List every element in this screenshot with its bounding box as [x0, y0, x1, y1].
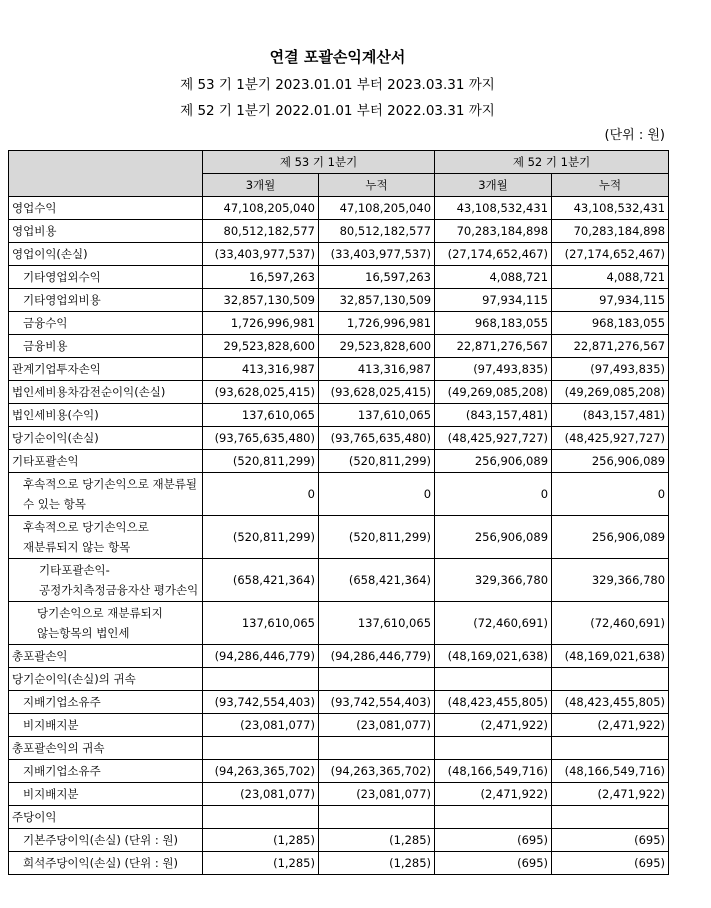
table-row	[9, 714, 669, 737]
table-row	[9, 473, 669, 516]
value-prior-3m: (48,425,927,727)	[435, 427, 552, 450]
value-current-cumulative: 413,316,987	[319, 358, 435, 381]
value-current-3m: (520,811,299)	[203, 516, 319, 559]
value-current-3m: (1,285)	[203, 829, 319, 852]
value-current-3m: (33,403,977,537)	[203, 243, 319, 266]
value-prior-cumulative: 70,283,184,898	[552, 220, 669, 243]
value-prior-3m	[435, 668, 552, 691]
table-row	[9, 358, 669, 381]
value-current-cumulative: 0	[319, 473, 435, 516]
value-prior-3m	[435, 806, 552, 829]
value-current-cumulative: 47,108,205,040	[319, 197, 435, 220]
value-prior-3m: 0	[435, 473, 552, 516]
table-row	[9, 516, 669, 559]
value-current-cumulative: (658,421,364)	[319, 559, 435, 602]
table-row	[9, 312, 669, 335]
value-prior-3m: 22,871,276,567	[435, 335, 552, 358]
table-row	[9, 737, 669, 760]
table-row	[9, 852, 669, 875]
value-prior-3m: 968,183,055	[435, 312, 552, 335]
table-row	[9, 806, 669, 829]
value-prior-3m: (27,174,652,467)	[435, 243, 552, 266]
value-prior-cumulative: (2,471,922)	[552, 783, 669, 806]
value-current-cumulative: (94,286,446,779)	[319, 645, 435, 668]
row-label: 금융비용	[9, 335, 203, 358]
value-prior-3m	[435, 737, 552, 760]
value-current-3m: (94,286,446,779)	[203, 645, 319, 668]
value-current-3m: (658,421,364)	[203, 559, 319, 602]
value-prior-3m: (695)	[435, 829, 552, 852]
value-prior-3m: 256,906,089	[435, 516, 552, 559]
value-current-cumulative: (93,742,554,403)	[319, 691, 435, 714]
value-prior-3m: (2,471,922)	[435, 714, 552, 737]
table-row	[9, 829, 669, 852]
row-label: 총포괄손익의 귀속	[9, 737, 203, 760]
value-current-cumulative: (1,285)	[319, 852, 435, 875]
table-row	[9, 668, 669, 691]
value-current-cumulative: 1,726,996,981	[319, 312, 435, 335]
row-label: 당기순이익(손실)의 귀속	[9, 668, 203, 691]
value-prior-3m: (97,493,835)	[435, 358, 552, 381]
table-row	[9, 602, 669, 645]
unit-label: (단위 : 원)	[604, 128, 665, 143]
period-current: 제 53 기 1분기 2023.01.01 부터 2023.03.31 까지	[180, 77, 495, 93]
value-current-cumulative: (520,811,299)	[319, 450, 435, 473]
row-label: 주당이익	[9, 806, 203, 829]
value-current-3m: 0	[203, 473, 319, 516]
value-prior-cumulative: (48,166,549,716)	[552, 760, 669, 783]
value-prior-3m: (72,460,691)	[435, 602, 552, 645]
value-current-cumulative: (1,285)	[319, 829, 435, 852]
value-prior-cumulative: 329,366,780	[552, 559, 669, 602]
value-current-3m: (93,628,025,415)	[203, 381, 319, 404]
value-current-cumulative: (94,263,365,702)	[319, 760, 435, 783]
table-row	[9, 381, 669, 404]
value-prior-3m: (843,157,481)	[435, 404, 552, 427]
value-prior-3m: 43,108,532,431	[435, 197, 552, 220]
table-row	[9, 289, 669, 312]
income-statement-table	[8, 150, 669, 875]
value-current-3m: 413,316,987	[203, 358, 319, 381]
value-current-cumulative	[319, 737, 435, 760]
value-prior-cumulative: 4,088,721	[552, 266, 669, 289]
value-current-cumulative: (520,811,299)	[319, 516, 435, 559]
value-current-3m	[203, 806, 319, 829]
value-current-cumulative: 16,597,263	[319, 266, 435, 289]
row-label: 영업수익	[9, 197, 203, 220]
row-label: 후속적으로 당기손익으로 재분류될 수 있는 항목	[9, 473, 203, 516]
value-current-cumulative: 32,857,130,509	[319, 289, 435, 312]
row-label: 당기순이익(손실)	[9, 427, 203, 450]
value-prior-cumulative: (843,157,481)	[552, 404, 669, 427]
statement-title: 연결 포괄손익계산서	[269, 48, 406, 66]
value-current-3m: 47,108,205,040	[203, 197, 319, 220]
header-label-cell	[9, 151, 203, 197]
value-current-cumulative: (93,765,635,480)	[319, 427, 435, 450]
value-prior-3m: (2,471,922)	[435, 783, 552, 806]
value-prior-3m: (48,423,455,805)	[435, 691, 552, 714]
value-prior-cumulative	[552, 737, 669, 760]
row-label: 비지배지분	[9, 714, 203, 737]
table-row	[9, 783, 669, 806]
row-label: 당기손익으로 재분류되지 않는항목의 법인세	[9, 602, 203, 645]
table-row	[9, 197, 669, 220]
value-prior-3m: (695)	[435, 852, 552, 875]
table-row	[9, 450, 669, 473]
value-prior-cumulative: (49,269,085,208)	[552, 381, 669, 404]
table-row	[9, 243, 669, 266]
value-prior-cumulative: (48,423,455,805)	[552, 691, 669, 714]
value-prior-3m: 329,366,780	[435, 559, 552, 602]
value-current-3m: 137,610,065	[203, 602, 319, 645]
value-current-3m: (520,811,299)	[203, 450, 319, 473]
value-current-3m: 32,857,130,509	[203, 289, 319, 312]
value-prior-cumulative: 97,934,115	[552, 289, 669, 312]
value-current-cumulative	[319, 806, 435, 829]
header-prior-3m: 3개월	[435, 174, 552, 197]
header-period-prior: 제 52 기 1분기	[435, 151, 669, 174]
header-period-current: 제 53 기 1분기	[203, 151, 435, 174]
value-current-3m: (93,765,635,480)	[203, 427, 319, 450]
value-prior-cumulative: 968,183,055	[552, 312, 669, 335]
table-row	[9, 760, 669, 783]
header-current-cumulative: 누적	[319, 174, 435, 197]
value-current-3m	[203, 668, 319, 691]
period-prior: 제 52 기 1분기 2022.01.01 부터 2022.03.31 까지	[180, 103, 495, 119]
value-current-cumulative: 29,523,828,600	[319, 335, 435, 358]
value-prior-cumulative: (695)	[552, 852, 669, 875]
value-prior-cumulative: (2,471,922)	[552, 714, 669, 737]
value-prior-3m: (48,166,549,716)	[435, 760, 552, 783]
value-current-cumulative	[319, 668, 435, 691]
header-current-3m: 3개월	[203, 174, 319, 197]
table-row	[9, 404, 669, 427]
value-prior-3m: 97,934,115	[435, 289, 552, 312]
row-label: 희석주당이익(손실) (단위 : 원)	[9, 852, 203, 875]
header-prior-cumulative: 누적	[552, 174, 669, 197]
value-current-3m: 16,597,263	[203, 266, 319, 289]
row-label: 지배기업소유주	[9, 691, 203, 714]
value-prior-3m: (49,269,085,208)	[435, 381, 552, 404]
value-prior-3m: (48,169,021,638)	[435, 645, 552, 668]
value-current-3m: 1,726,996,981	[203, 312, 319, 335]
value-current-3m: 29,523,828,600	[203, 335, 319, 358]
value-current-cumulative: (23,081,077)	[319, 714, 435, 737]
row-label: 영업이익(손실)	[9, 243, 203, 266]
value-current-cumulative: (33,403,977,537)	[319, 243, 435, 266]
value-current-3m: (94,263,365,702)	[203, 760, 319, 783]
row-label: 법인세비용(수익)	[9, 404, 203, 427]
value-current-cumulative: (93,628,025,415)	[319, 381, 435, 404]
value-current-cumulative: (23,081,077)	[319, 783, 435, 806]
table-row	[9, 335, 669, 358]
value-prior-3m: 256,906,089	[435, 450, 552, 473]
value-prior-cumulative: 43,108,532,431	[552, 197, 669, 220]
value-prior-cumulative: (27,174,652,467)	[552, 243, 669, 266]
row-label: 관계기업투자손익	[9, 358, 203, 381]
table-row	[9, 691, 669, 714]
value-prior-cumulative: (48,169,021,638)	[552, 645, 669, 668]
value-prior-cumulative	[552, 806, 669, 829]
header-row-periods	[9, 151, 669, 174]
table-row	[9, 645, 669, 668]
value-current-cumulative: 137,610,065	[319, 602, 435, 645]
table-row	[9, 220, 669, 243]
table-row	[9, 559, 669, 602]
value-prior-cumulative: 0	[552, 473, 669, 516]
row-label: 비지배지분	[9, 783, 203, 806]
value-current-3m: (1,285)	[203, 852, 319, 875]
value-current-3m: (93,742,554,403)	[203, 691, 319, 714]
value-prior-cumulative: 256,906,089	[552, 516, 669, 559]
row-label: 총포괄손익	[9, 645, 203, 668]
value-current-3m: 137,610,065	[203, 404, 319, 427]
value-current-3m: (23,081,077)	[203, 714, 319, 737]
value-prior-cumulative: (72,460,691)	[552, 602, 669, 645]
value-prior-3m: 70,283,184,898	[435, 220, 552, 243]
row-label: 금융수익	[9, 312, 203, 335]
row-label: 기타영업외수익	[9, 266, 203, 289]
value-prior-cumulative: (48,425,927,727)	[552, 427, 669, 450]
value-prior-cumulative: (97,493,835)	[552, 358, 669, 381]
row-label: 기타포괄손익-공정가치측정금융자산 평가손익	[9, 559, 203, 602]
row-label: 영업비용	[9, 220, 203, 243]
value-prior-cumulative: 256,906,089	[552, 450, 669, 473]
value-current-cumulative: 80,512,182,577	[319, 220, 435, 243]
value-current-cumulative: 137,610,065	[319, 404, 435, 427]
value-prior-3m: 4,088,721	[435, 266, 552, 289]
value-current-3m	[203, 737, 319, 760]
value-prior-cumulative: (695)	[552, 829, 669, 852]
table-row	[9, 427, 669, 450]
value-prior-cumulative: 22,871,276,567	[552, 335, 669, 358]
value-current-3m: 80,512,182,577	[203, 220, 319, 243]
value-current-3m: (23,081,077)	[203, 783, 319, 806]
row-label: 기본주당이익(손실) (단위 : 원)	[9, 829, 203, 852]
row-label: 기타영업외비용	[9, 289, 203, 312]
row-label: 후속적으로 당기손익으로 재분류되지 않는 항목	[9, 516, 203, 559]
row-label: 법인세비용차감전순이익(손실)	[9, 381, 203, 404]
row-label: 지배기업소유주	[9, 760, 203, 783]
table-row	[9, 266, 669, 289]
row-label: 기타포괄손익	[9, 450, 203, 473]
value-prior-cumulative	[552, 668, 669, 691]
